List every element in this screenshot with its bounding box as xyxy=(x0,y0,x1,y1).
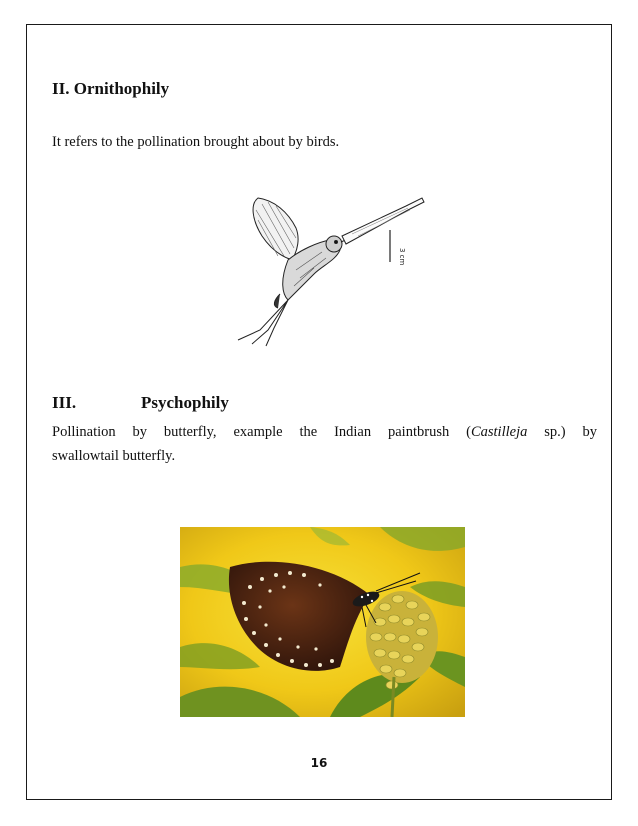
section-heading-psychophily: Psychophily xyxy=(141,393,229,412)
page-number: 16 xyxy=(310,756,328,770)
scale-label: 3 cm xyxy=(398,248,406,266)
section-number-iii: III. xyxy=(52,393,77,412)
psychophily-line-1 xyxy=(52,421,597,443)
psychophily-line-2: swallowtail butterfly. xyxy=(52,448,176,464)
psychophily-text-start: Pollination by butterfly, example the Indian paintbrush ( xyxy=(52,424,471,440)
butterfly-on-flower-photo-icon xyxy=(180,527,465,717)
hummingbird-illustration-icon xyxy=(218,190,432,350)
psychophily-text-end: sp.) by xyxy=(527,424,597,440)
castilleja-italic: Castilleja xyxy=(470,424,528,440)
ornithophily-description: It refers to the pollination brought about by birds. xyxy=(52,134,340,150)
section-heading-ornithophily: II. Ornithophily xyxy=(52,79,170,98)
